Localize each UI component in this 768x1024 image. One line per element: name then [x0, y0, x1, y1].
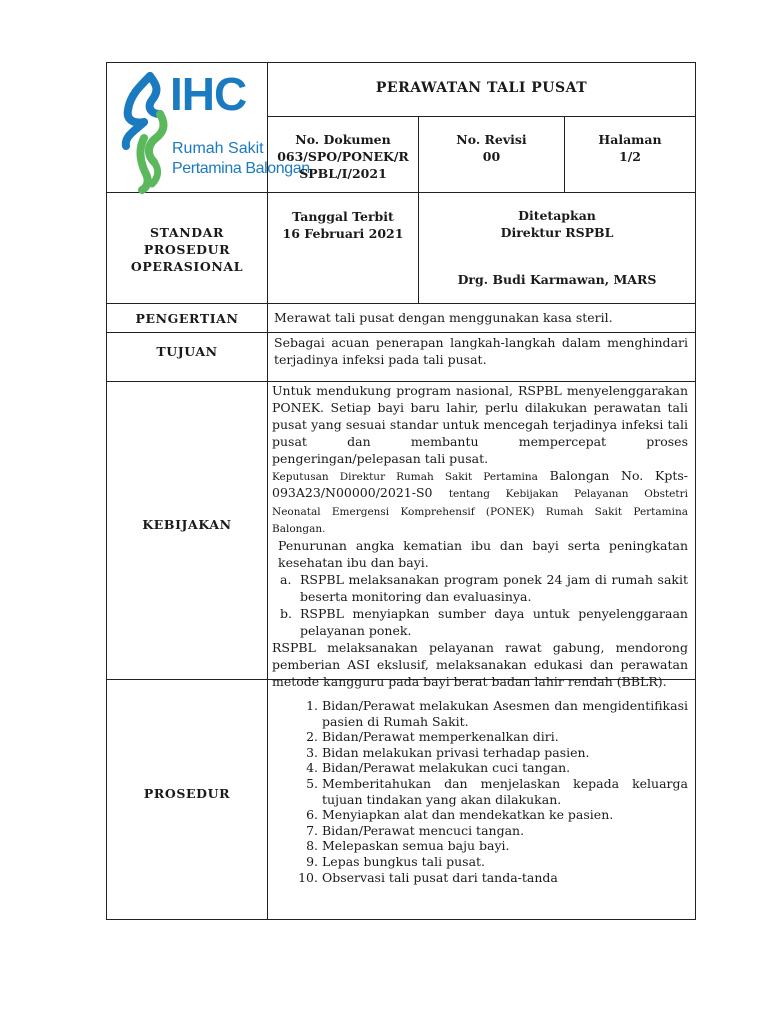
kebijakan-content: [272, 382, 688, 690]
prosedur-step: [274, 807, 688, 823]
prosedur-step-number: 9.: [306, 853, 318, 869]
prosedur-step: [274, 870, 688, 886]
prosedur-step: [274, 760, 688, 776]
spo-line2: PROSEDUR: [143, 242, 231, 257]
halaman-label: Halaman: [598, 132, 662, 147]
prosedur-step-text: Observasi tali pusat dari tanda-tanda: [322, 869, 558, 885]
row-border: [106, 62, 696, 63]
prosedur-step-text: Bidan/Perawat melakukan Asesmen dan mengidentifikasi pasien di Rumah Sakit.: [322, 698, 688, 729]
prosedur-step-text: Bidan melakukan privasi terhadap pasien.: [322, 744, 590, 760]
prosedur-step: [274, 745, 688, 761]
tujuan-text: Sebagai acuan penerapan langkah-langkah dalam menghindari terjadinya infeksi pada tali pusat.: [274, 335, 688, 367]
prosedur-step: [274, 698, 688, 729]
no-dokumen-label: No. Dokumen: [295, 132, 391, 147]
kebijakan-item-a-marker: a.: [280, 571, 292, 587]
prosedur-step-number: 7.: [306, 822, 318, 838]
row-border: [267, 116, 696, 117]
kebijakan-item-a: [272, 571, 688, 605]
kebijakan-item-b: [272, 605, 688, 639]
prosedur-steps-list: [274, 698, 688, 885]
row-border: [106, 332, 696, 333]
row-border: [106, 303, 696, 304]
prosedur-step-text: Lepas bungkus tali pusat.: [322, 853, 486, 869]
kebijakan-decree: [272, 467, 688, 537]
prosedur-step-text: Memberitahukan dan menjelaskan kepada keluarga tujuan tindakan yang akan dilakukan.: [322, 775, 688, 807]
ditetapkan-label: Ditetapkan: [518, 208, 596, 223]
kebijakan-paragraph-3: Penurunan angka kematian ibu dan bayi serta peningkatan kesehatan ibu dan bayi.: [278, 537, 688, 570]
no-dokumen-line1: 063/SPO/PONEK/R: [277, 149, 409, 164]
prosedur-step-number: 10.: [298, 869, 318, 885]
kebijakan-paragraph-4: RSPBL melaksanakan pelayanan rawat gabung, mendorong pemberian ASI ekslusif, melaksanakan edukasi dan perawatan metode kangguru pada bayi berat badan lahir rendah (BBLR).: [272, 639, 688, 689]
no-revisi-value: 00: [482, 149, 501, 164]
prosedur-step-text: Melepaskan semua baju bayi.: [322, 838, 510, 854]
logo-subtitle-line1: Rumah Sakit: [172, 140, 264, 157]
logo-subtitle-line2: Pertamina Balongan: [172, 160, 310, 177]
tanggal-terbit-cell: [268, 208, 418, 242]
spo-line1: STANDAR: [150, 225, 224, 240]
document-title: PERAWATAN TALI PUSAT: [375, 80, 588, 96]
kebijakan-decree-part3: Kpts-093A23/N00000/2021-S0: [272, 468, 688, 501]
prosedur-step-number: 5.: [306, 775, 318, 791]
tujuan-label: TUJUAN: [156, 344, 218, 359]
kebijakan-item-b-marker: b.: [280, 605, 292, 621]
prosedur-step: [274, 838, 688, 854]
kebijakan-paragraph-1: Untuk mendukung program nasional, RSPBL menyelenggarakan PONEK. Setiap bayi baru lahir, perlu dilakukan perawatan tali pusat yang sesuai standar untuk mencegah terjadinya infeksi tali pusat dan membantu mempercepat proses pengeringan/pelepasan tali pusat.: [272, 383, 688, 466]
prosedur-step-number: 6.: [306, 807, 318, 823]
prosedur-step-text: Bidan/Perawat melakukan cuci tangan.: [322, 760, 571, 776]
col-border: [267, 62, 268, 920]
prosedur-label: PROSEDUR: [143, 786, 231, 801]
no-revisi-label: No. Revisi: [456, 132, 527, 147]
prosedur-step: [274, 854, 688, 870]
prosedur-step: [274, 776, 688, 807]
pengertian-label: PENGERTIAN: [135, 311, 239, 326]
kebijakan-item-a-text: RSPBL melaksanakan program ponek 24 jam di rumah sakit beserta monitoring dan evaluasinya.: [300, 571, 688, 604]
col-border: [695, 62, 696, 920]
tanggal-terbit-value: 16 Februari 2021: [282, 226, 404, 241]
kebijakan-decree-part1: Keputusan Direktur Rumah Sakit Pertamina: [272, 471, 538, 483]
pengertian-text: Merawat tali pusat dengan menggunakan kasa steril.: [274, 310, 613, 325]
prosedur-step-number: 2.: [306, 729, 318, 745]
prosedur-step-text: Bidan/Perawat memperkenalkan diri.: [322, 729, 559, 745]
prosedur-step-number: 8.: [306, 838, 318, 854]
spo-label-cell: [107, 224, 267, 275]
logo-title: IHC: [170, 68, 247, 120]
prosedur-step: [274, 823, 688, 839]
prosedur-step-number: 3.: [306, 744, 318, 760]
prosedur-step: [274, 729, 688, 745]
halaman-value: 1/2: [619, 149, 641, 164]
prosedur-step-text: Bidan/Perawat mencuci tangan.: [322, 822, 525, 838]
spo-line3: OPERASIONAL: [130, 259, 244, 274]
ditetapkan-by: Direktur RSPBL: [500, 225, 614, 240]
ditetapkan-cell: [419, 207, 695, 241]
tanggal-terbit-label: Tanggal Terbit: [292, 209, 394, 224]
prosedur-step-number: 4.: [306, 760, 318, 776]
kebijakan-decree-part4: tentang Kebijakan Pelayanan Obstetri Neonatal Emergensi Komprehensif (PONEK) Rumah Sakit Pertamina Balongan.: [272, 488, 688, 536]
kebijakan-label: KEBIJAKAN: [142, 517, 232, 532]
row-border: [106, 919, 696, 920]
prosedur-step-text: Menyiapkan alat dan mendekatkan ke pasien.: [322, 807, 614, 823]
no-dokumen-cell: [268, 131, 418, 182]
no-revisi-cell: [419, 131, 564, 165]
no-dokumen-line2: SPBL/I/2021: [299, 166, 387, 181]
halaman-cell: [565, 131, 695, 165]
signatory-name: Drg. Budi Karmawan, MARS: [457, 272, 657, 287]
kebijakan-item-b-text: RSPBL menyiapkan sumber daya untuk penyelenggaraan pelayanan ponek.: [300, 605, 688, 638]
prosedur-content: [274, 698, 688, 885]
prosedur-step-number: 1.: [306, 698, 318, 713]
kebijakan-decree-part2: Balongan No.: [549, 468, 644, 483]
